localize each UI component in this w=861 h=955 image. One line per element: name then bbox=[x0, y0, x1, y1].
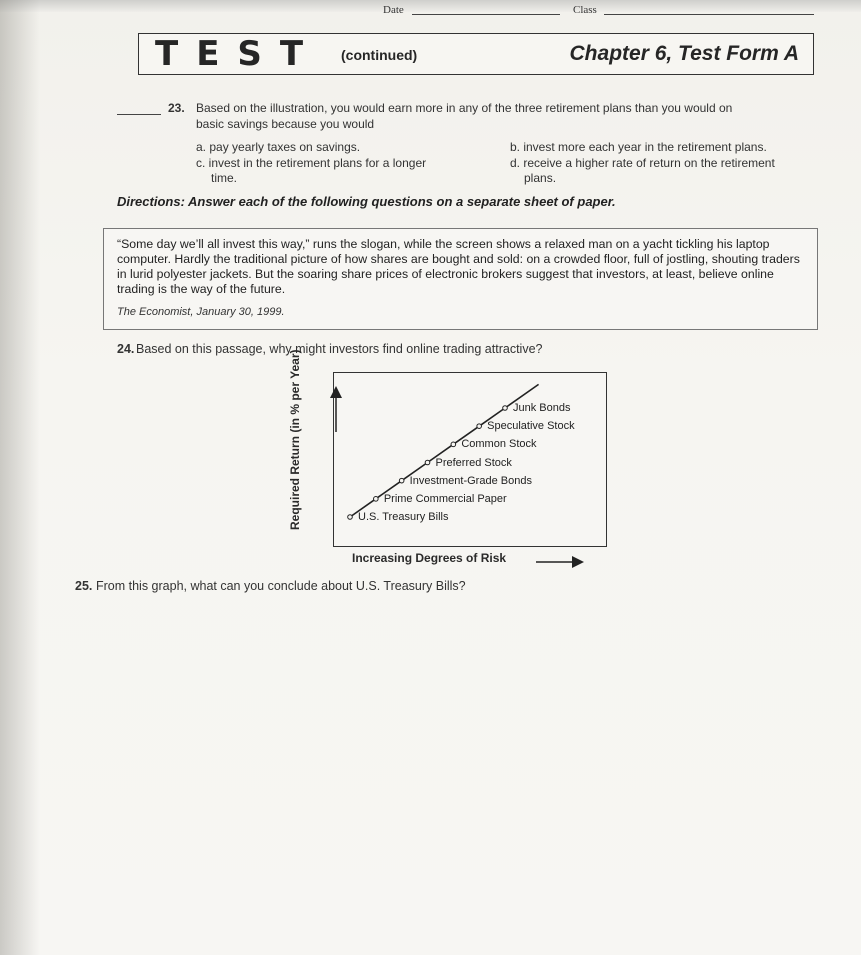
banner-title: TEST bbox=[155, 34, 322, 74]
banner-chapter: Chapter 6, Test Form A bbox=[569, 42, 799, 65]
date-label: Date bbox=[383, 4, 404, 16]
point-label: Junk Bonds bbox=[513, 402, 571, 414]
date-blank-line bbox=[412, 14, 560, 15]
point-label: Speculative Stock bbox=[487, 420, 575, 433]
banner-continued: (continued) bbox=[341, 47, 418, 63]
question-24-text: Based on this passage, why might investors find online trading attractive? bbox=[136, 342, 543, 356]
question-23-option-d-line2: plans. bbox=[524, 171, 557, 185]
class-label: Class bbox=[573, 4, 597, 16]
x-axis-label: Increasing Degrees of Risk bbox=[352, 551, 507, 565]
question-23-option-a: a. pay yearly taxes on savings. bbox=[196, 140, 361, 154]
quote-box bbox=[103, 228, 818, 330]
answer-blank-23[interactable] bbox=[117, 114, 161, 115]
question-23-number: 23. bbox=[168, 101, 185, 115]
question-23-option-d-line1: d. receive a higher rate of return on the retirement bbox=[510, 156, 775, 170]
page-top-edge bbox=[0, 0, 861, 12]
question-24-number: 24. bbox=[117, 342, 135, 356]
question-23-option-c-line1: c. invest in the retirement plans for a longer bbox=[196, 156, 427, 170]
question-23-stem-line2: basic savings because you would bbox=[196, 117, 375, 131]
question-23-stem-line1: Based on the illustration, you would earn more in any of the three retirement plans than you would on bbox=[196, 101, 733, 115]
quote-source: The Economist, January 30, 1999. bbox=[117, 306, 285, 318]
page-binding-shadow bbox=[0, 0, 40, 955]
directions: Directions: Answer each of the following questions on a separate sheet of paper. bbox=[117, 194, 616, 209]
point-label: Preferred Stock bbox=[435, 456, 512, 469]
class-blank-line bbox=[604, 14, 814, 15]
quote-text: “Some day we’ll all invest this way,” runs the slogan, while the screen shows a relaxed man on a yacht tickling his laptop computer. Hardly the traditional picture of how shares are bought and sold: on a crowded floor, full of jostling, shouting traders in lurid polyester jackets. But the soaring share prices of electronic brokers suggest that investors, at least, believe online trading is the way of the future. bbox=[117, 237, 800, 296]
question-23-option-c-line2: time. bbox=[211, 171, 238, 185]
test-banner bbox=[138, 33, 814, 75]
question-25-number: 25. bbox=[75, 579, 93, 593]
question-25-text: From this graph, what can you conclude about U.S. Treasury Bills? bbox=[96, 579, 466, 593]
point-label: Prime Commercial Paper bbox=[383, 492, 507, 505]
y-axis-label: Required Return (in % per Year) bbox=[288, 349, 302, 530]
point-label: Investment-Grade Bonds bbox=[409, 474, 532, 487]
question-23-option-b: b. invest more each year in the retirement plans. bbox=[510, 140, 767, 154]
point-label: Common Stock bbox=[461, 438, 537, 451]
point-label: U.S. Treasury Bills bbox=[358, 511, 449, 523]
